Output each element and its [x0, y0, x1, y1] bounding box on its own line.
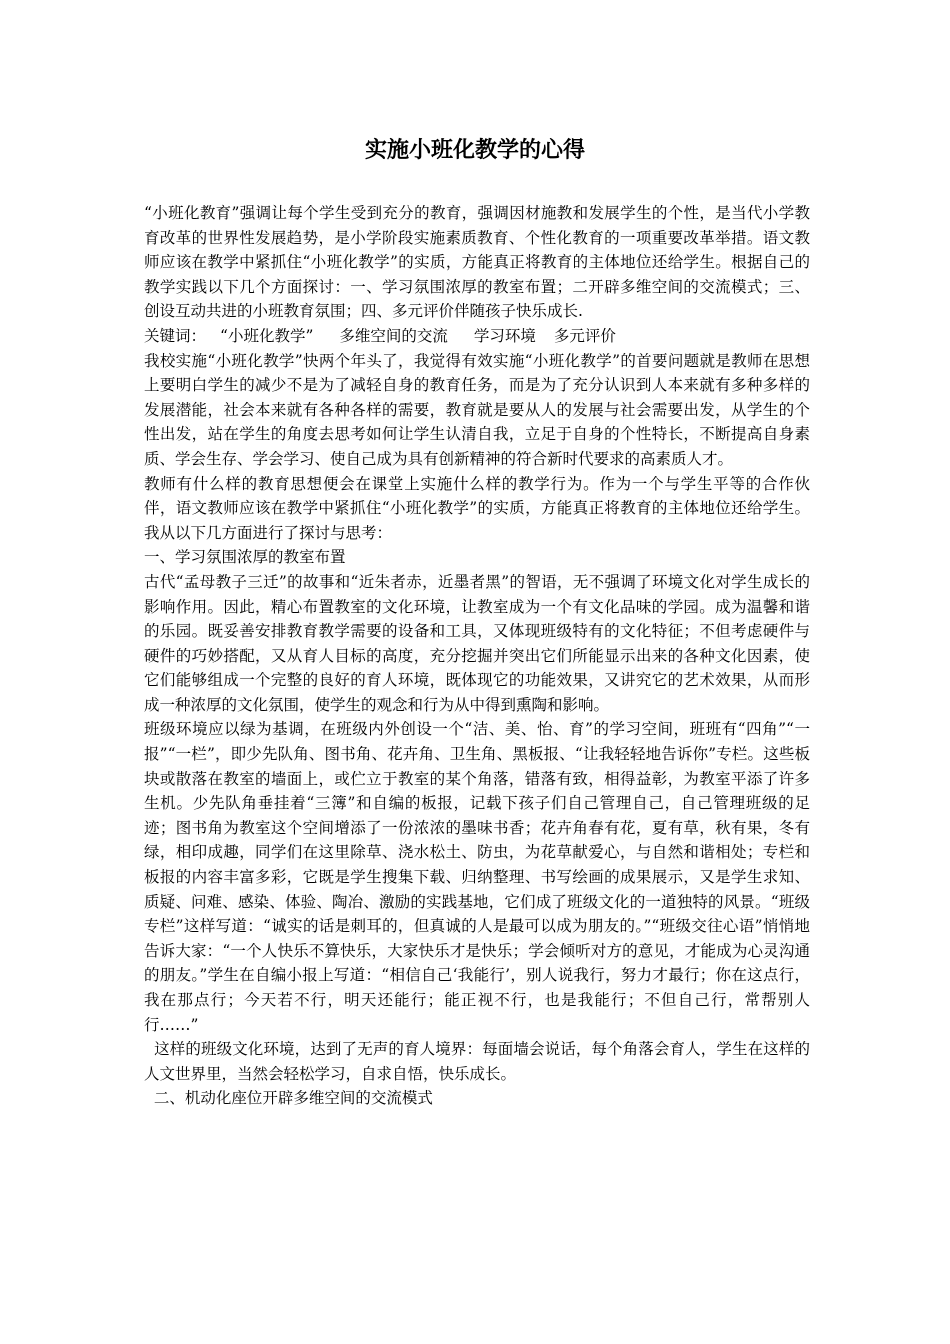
- document-title: 实施小班化教学的心得: [364, 138, 585, 163]
- keywords-line: [144, 324, 810, 349]
- body-paragraph: 班级环境应以绿为基调，在班级内外创设一个“洁、美、怡、育”的学习空间，班班有“四角”“一报”“一栏”，即少先队角、图书角、花卉角、卫生角、黑板报、“让我轻轻地告诉你”专栏。这些板块或散落在教室的墙面上，或伫立于教室的某个角落，错落有致，相得益彰，为教室平添了许多生机。少先队角垂挂着“三簿”和自编的板报，记载下孩子们自己管理自己，自己管理班级的足迹；图书角为教室这个空间增添了一份浓浓的墨味书香；花卉角春有花，夏有草，秋有果，冬有绿，相印成趣，同学们在这里除草、浇水松土、防虫，为花草献爱心，与自然和谐相处；专栏和板报的内容丰富多彩，它既是学生搜集下载、归纳整理、书写绘画的成果展示，又是学生求知、质疑、问难、感染、体验、陶冶、激励的实践基地，它们成了班级文化的一道独特的风景。“班级专栏”这样写道：“诚实的话是刺耳的，但真诚的人是最可以成为朋友的。”“班级交往心语”悄悄地告诉大家：“一个人快乐不算快乐，大家快乐才是快乐；学会倾听对方的意见，才能成为心灵沟通的朋友。”学生在自编小报上写道：“相信自己‘我能行’，别人说我行，努力才最行；你在这点行，我在那点行；今天若不行，明天还能行；能正视不行，也是我能行；不但自己行，常帮别人行……”: [144, 720, 810, 1034]
- body-paragraph: 教师有什么样的教育思想便会在课堂上实施什么样的教学行为。作为一个与学生平等的合作伙伴，语文教师应该在教学中紧抓住“小班化教学”的实质，方能真正将教育的主体地位还给学生。我从以下几方面进行了探讨与思考：: [144, 474, 810, 542]
- keyword-item: “小班化教学”: [220, 326, 314, 345]
- keywords-label: 关键词：: [144, 326, 207, 345]
- abstract-paragraph: “小班化教育”强调让每个学生受到充分的教育，强调因材施教和发展学生的个性，是当代小学教育改革的世界性发展趋势，是小学阶段实施素质教育、个性化教育的一项重要改革举措。语文教师应该在教学中紧抓住“小班化教学”的实质，方能真正将教育的主体地位还给学生。根据自己的教学实践以下几个方面探讨：一、学习氛围浓厚的教室布置；二开辟多维空间的交流模式；三、创设互动共进的小班教育氛围；四、多元评价伴随孩子快乐成长.: [144, 204, 810, 321]
- keyword-item: 学习环境: [473, 326, 536, 345]
- keyword-item: 多维空间的交流: [339, 326, 448, 345]
- keyword-item: 多元评价: [553, 326, 616, 345]
- section-heading: 一、学习氛围浓厚的教室布置: [144, 548, 346, 567]
- body-paragraph: 古代“孟母教子三迁”的故事和“近朱者赤，近墨者黑”的智语，无不强调了环境文化对学生成长的影响作用。因此，精心布置教室的文化环境，让教室成为一个有文化品味的学园。成为温馨和谐的乐园。既妥善安排教育教学需要的设备和工具，又体现班级特有的文化特征；不但考虑硬件与硬件的巧妙搭配，又从育人目标的高度，充分挖掘并突出它们所能显示出来的各种文化因素，使它们能够组成一个完整的良好的育人环境，既体现它的功能效果，又讲究它的艺术效果，从而形成一种浓厚的文化氛围，使学生的观念和行为从中得到熏陶和影响。: [144, 572, 810, 714]
- section-heading: 二、机动化座位开辟多维空间的交流模式: [144, 1089, 433, 1108]
- body-paragraph: 我校实施“小班化教学”快两个年头了，我觉得有效实施“小班化教学”的首要问题就是教师在思想上要明白学生的减少不是为了减轻自身的教育任务，而是为了充分认识到人本来就有多种多样的发展潜能，社会本来就有各种各样的需要，教育就是要从人的发展与社会需要出发，从学生的个性出发，站在学生的角度去思考如何让学生认清自我，立足于自身的个性特长，不断提高自身素质、学会生存、学会学习、使自己成为具有创新精神的符合新时代要求的高素质人才。: [144, 351, 810, 468]
- document-body: [144, 201, 810, 1111]
- body-paragraph: 这样的班级文化环境，达到了无声的育人境界：每面墙会说话，每个角落会育人，学生在这样的人文世界里，当然会轻松学习，自求自悟，快乐成长。: [144, 1040, 810, 1083]
